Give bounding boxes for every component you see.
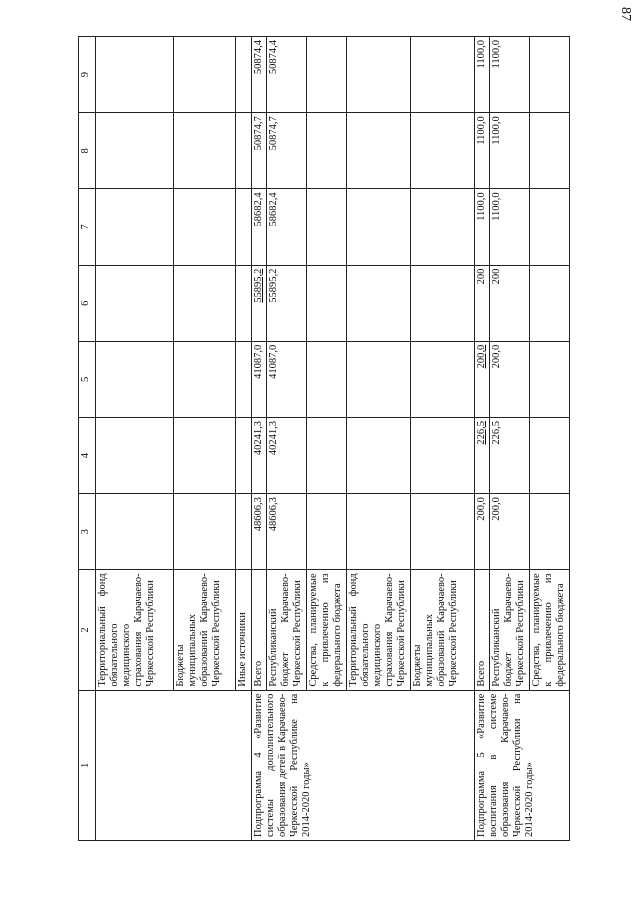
- value-cell: 200: [490, 265, 530, 341]
- value-cell: [236, 265, 252, 341]
- value-cell: 50874,7: [267, 113, 307, 189]
- value-cell: [174, 341, 236, 417]
- value-cell: [411, 417, 475, 493]
- table-row: [252, 37, 267, 841]
- value-cell: [530, 37, 570, 113]
- source-label: Всего: [252, 570, 267, 690]
- value-cell: [530, 417, 570, 493]
- value-cell: [530, 341, 570, 417]
- value-cell: [347, 494, 411, 570]
- value-cell: [307, 417, 347, 493]
- value-cell: [347, 37, 411, 113]
- value-cell: [530, 189, 570, 265]
- col-header: 6: [79, 265, 96, 341]
- value-cell: [96, 189, 174, 265]
- value-cell: [236, 341, 252, 417]
- page-number: 87: [618, 7, 633, 21]
- source-label: Республиканский бюджет Карачаево-Черкесской Республики: [490, 570, 530, 690]
- source-label: Территориальный фонд обязательного медицинского страхования Карачаево-Черкесской Республики: [96, 570, 174, 690]
- budget-table: [78, 36, 570, 841]
- value-cell: 200,0: [475, 341, 490, 417]
- value-cell: [174, 113, 236, 189]
- value-cell: [96, 113, 174, 189]
- value-cell: 1100,0: [490, 113, 530, 189]
- value-cell: 50874,4: [267, 37, 307, 113]
- value-cell: [307, 189, 347, 265]
- value-cell: [174, 265, 236, 341]
- col-header: 7: [79, 189, 96, 265]
- col-header: 9: [79, 37, 96, 113]
- value-cell: 200,0: [490, 494, 530, 570]
- source-label: Бюджеты муниципальных образований Карачаево-Черкесской Республики: [411, 570, 475, 690]
- value-cell: [96, 494, 174, 570]
- subprogram-4-title: Подпрограмма 4 «Развитие системы дополнительного образования детей в Карачаево-Черкесской Республике на 2014-2020 годы»: [252, 690, 475, 840]
- value-cell: 41087,0: [252, 341, 267, 417]
- col-header: 4: [79, 417, 96, 493]
- value-cell: [411, 265, 475, 341]
- value-cell: [307, 113, 347, 189]
- value-cell: [307, 341, 347, 417]
- value-cell: 1100,0: [475, 37, 490, 113]
- col-header: 5: [79, 341, 96, 417]
- subprogram-5-title: Подпрограмма 5 «Развитие воспитания в системе образования Карачаево-Черкесской Республики на 2014-2020 годы»: [475, 690, 570, 840]
- source-label: Всего: [475, 570, 490, 690]
- value-cell: [96, 417, 174, 493]
- value-cell: [411, 494, 475, 570]
- value-cell: 58682,4: [267, 189, 307, 265]
- value-cell: [236, 494, 252, 570]
- value-cell: 58682,4: [252, 189, 267, 265]
- landscape-container: [78, 36, 616, 841]
- value-cell: [347, 189, 411, 265]
- value-cell: [96, 37, 174, 113]
- source-label: Территориальный фонд обязательного медицинского страхования Карачаево-Черкесской Республики: [347, 570, 411, 690]
- value-cell: [174, 37, 236, 113]
- value-cell: [347, 341, 411, 417]
- value-cell: [307, 494, 347, 570]
- value-cell: 1100,0: [490, 37, 530, 113]
- value-cell: [347, 113, 411, 189]
- value-cell: [411, 113, 475, 189]
- value-cell: [307, 37, 347, 113]
- value-cell: [174, 417, 236, 493]
- col-header: 3: [79, 494, 96, 570]
- source-label: Иные источники: [236, 570, 252, 690]
- value-cell: 40241,3: [252, 417, 267, 493]
- value-cell: [307, 265, 347, 341]
- value-cell: 200,0: [490, 341, 530, 417]
- value-cell: [96, 265, 174, 341]
- value-cell: [236, 189, 252, 265]
- source-label: Средства, планируемые к привлечению из федерального бюджета: [530, 570, 570, 690]
- value-cell: [530, 265, 570, 341]
- value-cell: [347, 417, 411, 493]
- value-cell: 48606,3: [252, 494, 267, 570]
- value-cell: 200,0: [475, 494, 490, 570]
- program-cell-continued: [96, 690, 252, 840]
- value-cell: 50874,7: [252, 113, 267, 189]
- value-cell: 1100,0: [475, 189, 490, 265]
- value-cell: 48606,3: [267, 494, 307, 570]
- col-header: 8: [79, 113, 96, 189]
- value-cell: 200: [475, 265, 490, 341]
- value-cell: [174, 494, 236, 570]
- value-cell: 50874,4: [252, 37, 267, 113]
- value-cell: [530, 494, 570, 570]
- value-cell: 40241,3: [267, 417, 307, 493]
- value-cell: 1100,0: [475, 113, 490, 189]
- source-label: Республиканский бюджет Карачаево-Черкесской Республики: [267, 570, 307, 690]
- source-label: Средства, планируемые к привлечению из федерального бюджета: [307, 570, 347, 690]
- source-label: Бюджеты муниципальных образований Карачаево-Черкесской Республики: [174, 570, 236, 690]
- value-cell: 226,5: [490, 417, 530, 493]
- value-cell: [530, 113, 570, 189]
- value-cell: [96, 341, 174, 417]
- value-cell: 55895,2: [252, 265, 267, 341]
- value-cell: [174, 189, 236, 265]
- col-header: 2: [79, 570, 96, 690]
- header-row: [79, 37, 96, 841]
- table-row: [96, 37, 174, 841]
- value-cell: 55895,2: [267, 265, 307, 341]
- value-cell: 41087,0: [267, 341, 307, 417]
- value-cell: [347, 265, 411, 341]
- value-cell: [236, 417, 252, 493]
- table-row: [475, 37, 490, 841]
- value-cell: 1100,0: [490, 189, 530, 265]
- value-cell: [236, 37, 252, 113]
- value-cell: [411, 189, 475, 265]
- value-cell: [411, 341, 475, 417]
- value-cell: [236, 113, 252, 189]
- value-cell: [411, 37, 475, 113]
- value-cell: 226,5: [475, 417, 490, 493]
- rotated-page: [78, 36, 616, 841]
- col-header: 1: [79, 690, 96, 840]
